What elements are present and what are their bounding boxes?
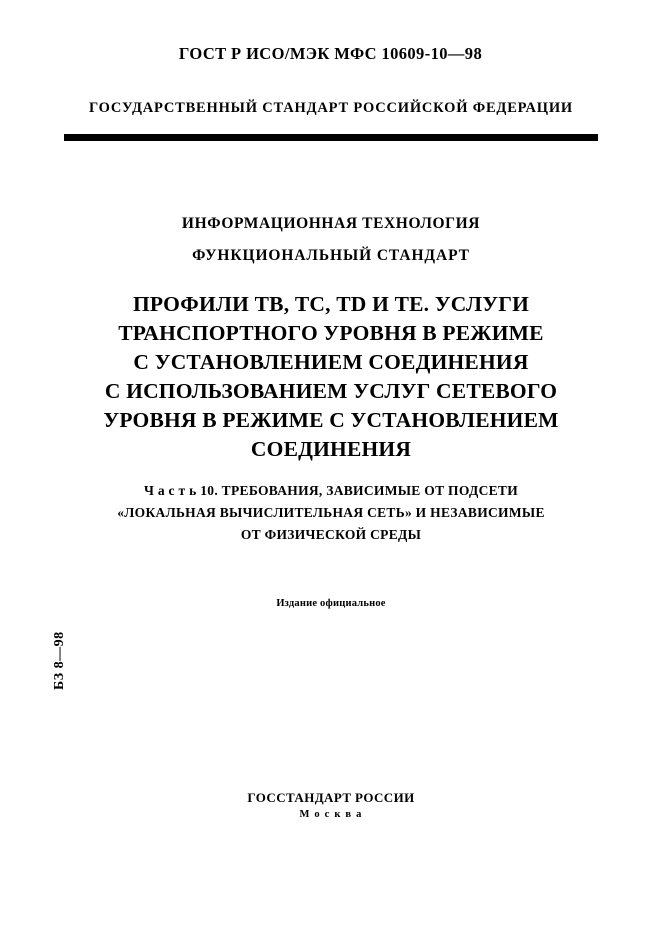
document-number: ГОСТ Р ИСО/МЭК МФС 10609-10—98 — [178, 44, 483, 63]
main-title-line: С ИСПОЛЬЗОВАНИЕМ УСЛУГ СЕТЕВОГО — [104, 379, 558, 403]
horizontal-rule — [64, 134, 598, 141]
official-edition-note: Издание официальное — [276, 598, 386, 609]
state-standard-heading: ГОСУДАРСТВЕННЫЙ СТАНДАРТ РОССИЙСКОЙ ФЕДЕРАЦИИ — [88, 100, 573, 116]
main-title-line: ТРАНСПОРТНОГО УРОВНЯ В РЕЖИМЕ — [118, 321, 544, 345]
part-title-line: «ЛОКАЛЬНАЯ ВЫЧИСЛИТЕЛЬНАЯ СЕТЬ» И НЕЗАВИСИМЫЕ — [117, 505, 545, 520]
part-title — [56, 480, 606, 546]
side-catalog-code: БЗ 8—98 — [52, 631, 67, 690]
main-title-line: ПРОФИЛИ ТВ, ТС, TD И ТЕ. УСЛУГИ — [132, 292, 529, 316]
subtitle-information-technology: ИНФОРМАЦИОННАЯ ТЕХНОЛОГИЯ — [181, 215, 481, 232]
part-title-line: ОТ ФИЗИЧЕСКОЙ СРЕДЫ — [240, 527, 422, 542]
main-title — [56, 290, 606, 464]
main-title-line: СОЕДИНЕНИЯ — [250, 437, 412, 461]
publisher-name: ГОССТАНДАРТ РОССИИ — [247, 790, 415, 805]
subtitle-functional-standard: ФУНКЦИОНАЛЬНЫЙ СТАНДАРТ — [192, 247, 470, 264]
part-title-line: Ч а с т ь 10. ТРЕБОВАНИЯ, ЗАВИСИМЫЕ ОТ ПОДСЕТИ — [143, 483, 519, 498]
main-title-line: С УСТАНОВЛЕНИЕМ СОЕДИНЕНИЯ — [133, 350, 529, 374]
main-title-line: УРОВНЯ В РЕЖИМЕ С УСТАНОВЛЕНИЕМ — [103, 408, 559, 432]
publisher-city: М о с к в а — [299, 809, 363, 820]
